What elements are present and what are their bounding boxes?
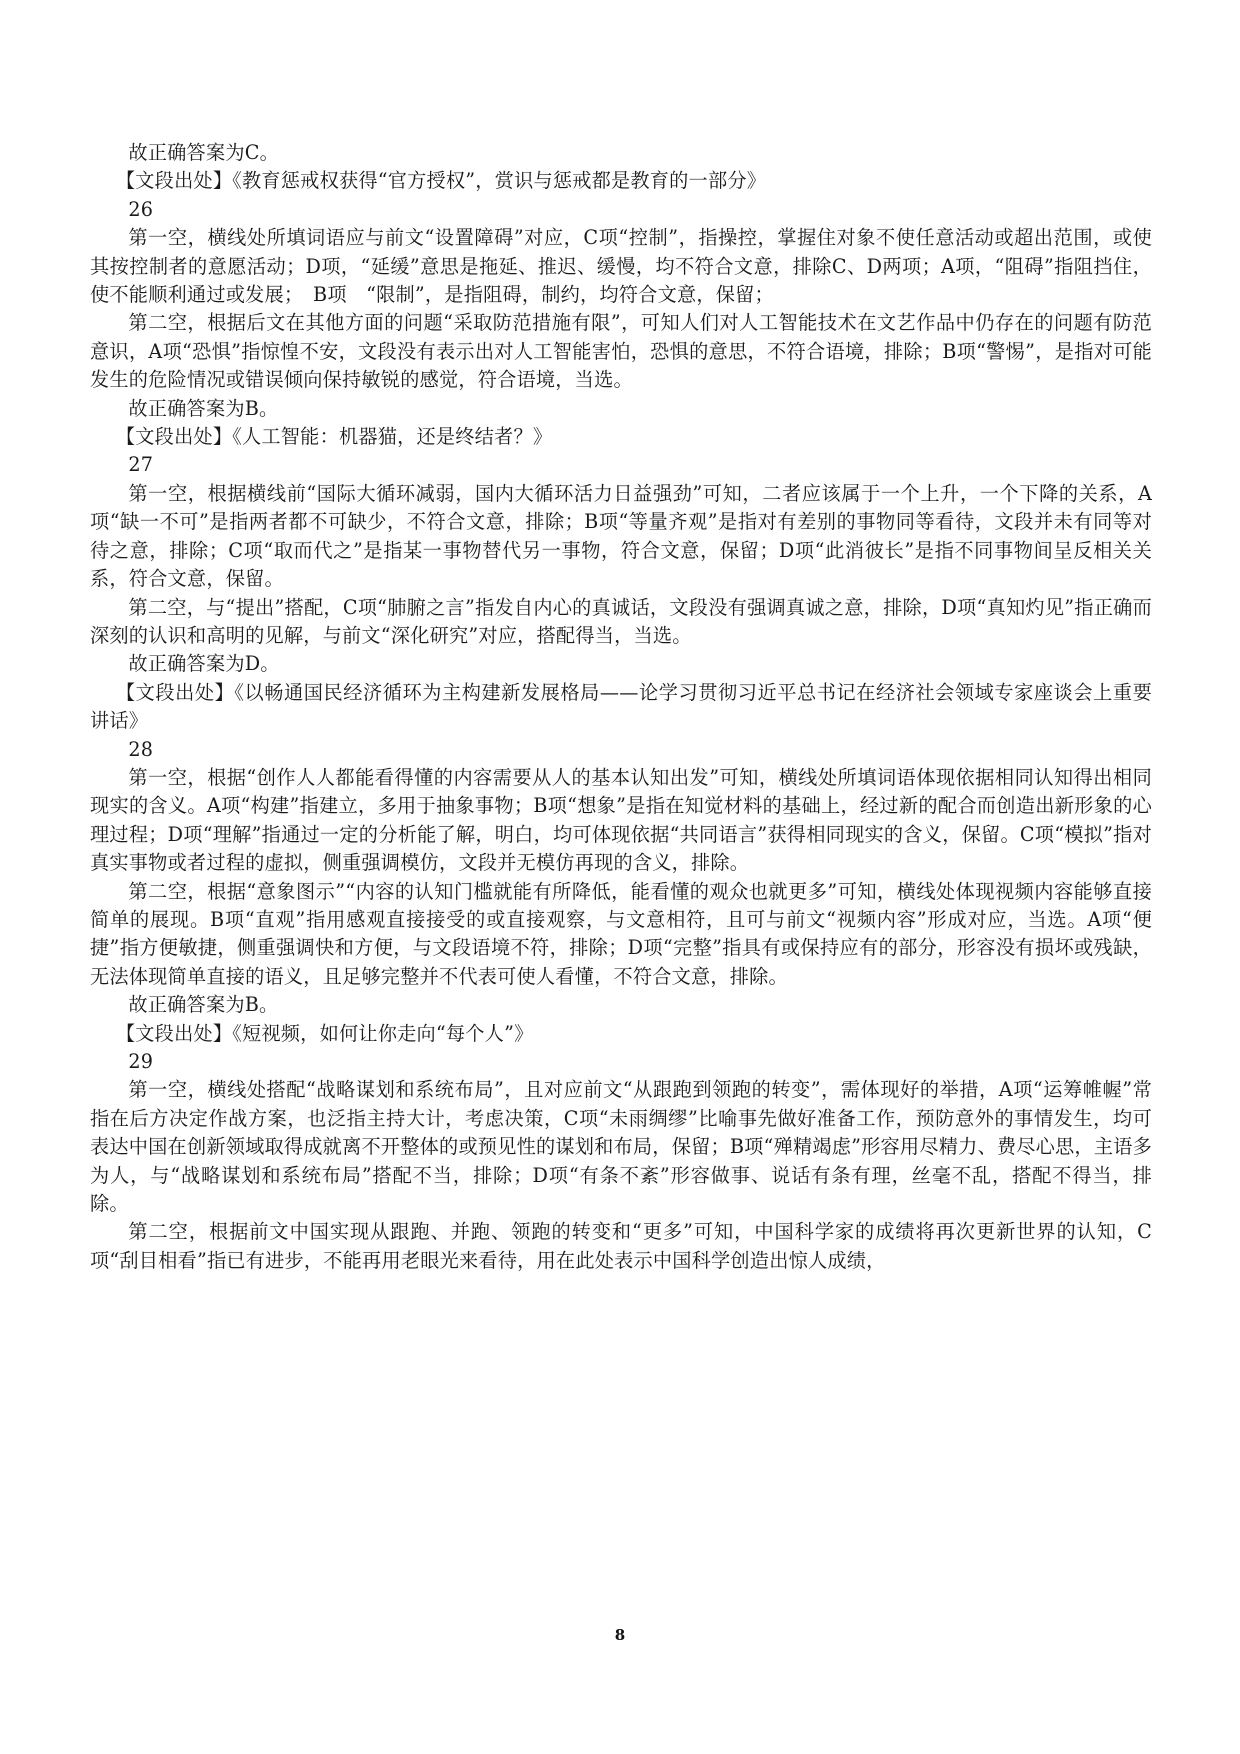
answer-line: 故正确答案为B。 (128, 993, 279, 1017)
explanation-paragraph: 第二空，根据前文中国实现从跟跑、并跑、领跑的转变和“更多”可知，中国科学家的成绩将再次更新世界的认知，C项“刮目相看”指已有进步，不能再用老眼光来看待，用在此处表示中国科学创造出惊人成绩， (90, 1220, 1152, 1272)
explanation-paragraph: 第一空，根据“创作人人都能看得懂的内容需要从人的基本认知出发”可知，横线处所填词语体现依据相同认知得出相同现实的含义。A项“构建”指建立，多用于抽象事物；B项“想象”是指在知觉材料的基础上，经过新的配合而创造出新形象的心理过程；D项“理解”指通过一定的分析能了解，明白，均可体现依据“共同语言”获得相同现实的含义，保留。C项“模拟”指对真实事物或者过程的虚拟，侧重强调模仿，文段并无模仿再现的含义，排除。 (90, 765, 1152, 875)
question-number: 27 (128, 453, 154, 477)
explanation-paragraph: 第一空，根据横线前“国际大循环减弱，国内大循环活力日益强劲”可知，二者应该属于一个上升，一个下降的关系，A项“缺一不可”是指两者都不可缺少，不符合文意，排除；B项“等量齐观”是指对有差别的事物同等看待，文段并未有同等对待之意，排除；C项“取而代之”是指某一事物替代另一事物，符合文意，保留；D项“此消彼长”是指不同事物间呈反相关关系，符合文意，保留。 (90, 481, 1152, 591)
question-number: 29 (128, 1050, 154, 1073)
answer-line: 故正确答案为B。 (128, 396, 279, 420)
explanation-paragraph: 第二空，根据“意象图示”“内容的认知门槛就能有所降低，能看懂的观众也就更多”可知，横线处体现视频内容能够直接简单的展现。B项“直观”指用感观直接接受的或直接观察，与文意相符，且可与前文“视频内容”形成对应，当选。A项“便捷”指方便敏捷，侧重强调快和方便，与文段语境不符，排除；D项“完整”指具有或保持应有的部分，形容没有损坏或残缺，无法体现简单直接的语义，且足够完整并不代表可使人看懂，不符合文意，排除。 (90, 879, 1152, 988)
source-citation: 【文段出处】《以畅通国民经济循环为主构建新发展格局——论学习贯彻习近平总书记在经济社会领域专家座谈会上重要讲话》 (90, 680, 1152, 733)
explanation-paragraph: 第一空，横线处搭配“战略谋划和系统布局”，且对应前文“从跟跑到领跑的转变”，需体现好的举措，A项“运筹帷幄”常指在后方决定作战方案，也泛指主持大计，考虑决策，C项“未雨绸缪”比喻事先做好准备工作，预防意外的事情发生，均可表达中国在创新领域取得成就离不开整体的或预见性的谋划和布局，保留；B项“殚精竭虑”形容用尽精力、费尽心思，主语多为人，与“战略谋划和系统布局”搭配不当，排除；D项“有条不紊”形容做事、说话有条有理，丝毫不乱，搭配不得当，排除。 (90, 1078, 1153, 1216)
source-citation: 【文段出处】《教育惩戒权获得“官方授权”，赏识与惩戒都是教育的一部分》 (115, 169, 767, 193)
explanation-paragraph: 第二空，根据后文在其他方面的问题“采取防范措施有限”，可知人们对人工智能技术在文艺作品中仍存在的问题有防范意识，A项“恐惧”指惊惶不安，文段没有表示出对人工智能害怕，恐惧的意思，不符合语境，排除；B项“警惕”，是指对可能发生的危险情况或错误倾向保持敏锐的感觉，符合语境，当选。 (90, 311, 1152, 392)
source-citation: 【文段出处】《短视频，如何让你走向“每个人”》 (115, 1021, 534, 1045)
answer-line: 故正确答案为C。 (128, 141, 279, 164)
source-citation: 【文段出处】《人工智能：机器猫，还是终结者？》 (115, 425, 553, 449)
explanation-paragraph: 第一空，横线处所填词语应与前文“设置障碍”对应，C项“控制”，指操控，掌握住对象不使任意活动或超出范围，或使其按控制者的意愿活动；D项，“延缓”意思是拖延、推迟、缓慢，均不符合文意，排除C、D两项；A项，“阻碍”指阻挡住，使不能顺利通过或发展； B项 “限制”，是指阻碍，制约，均符合文意，保留； (90, 226, 1152, 307)
question-number: 28 (128, 737, 154, 761)
answer-line: 故正确答案为D。 (128, 652, 280, 676)
question-number: 26 (128, 197, 154, 221)
explanation-paragraph: 第二空，与“提出”搭配，C项“肺腑之言”指发自内心的真诚话，文段没有强调真诚之意，排除，D项“真知灼见”指正确而深刻的认识和高明的见解，与前文“深化研究”对应，搭配得当，当选。 (90, 595, 1152, 647)
page-number: 8 (614, 1626, 626, 1644)
document-body (90, 139, 1152, 1275)
